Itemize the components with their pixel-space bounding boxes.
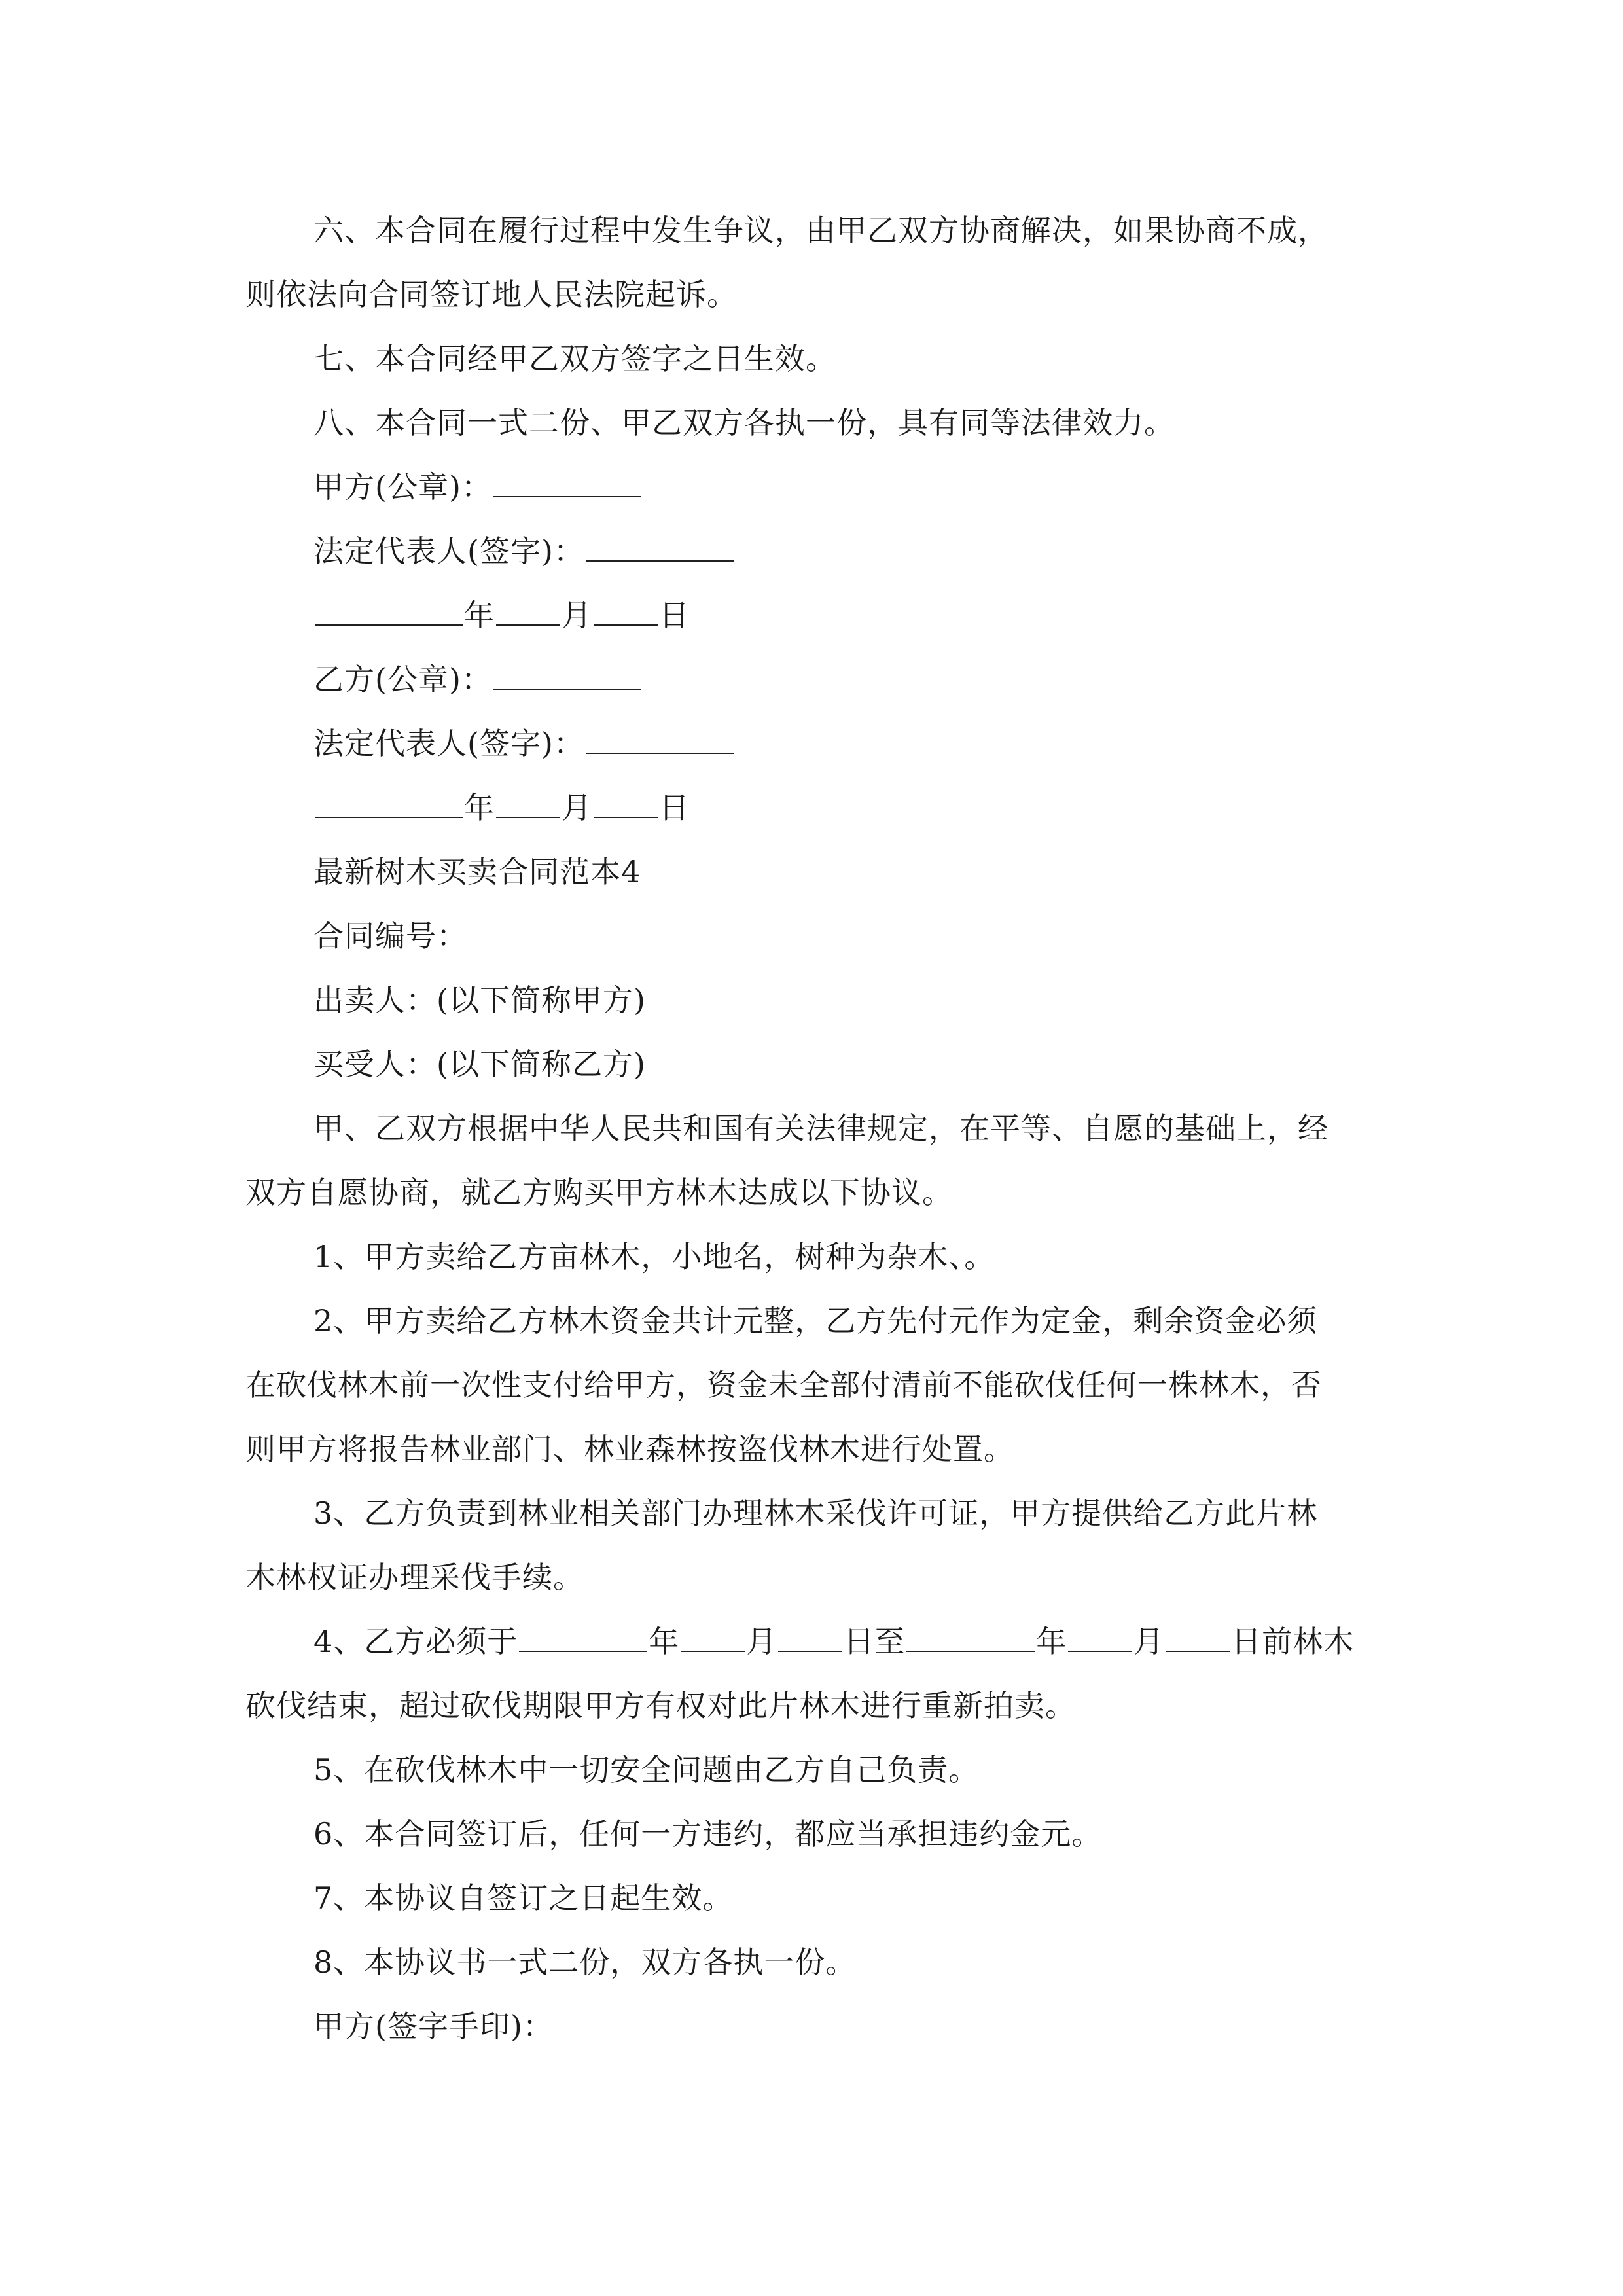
legal-rep-a-label: 法定代表人(签字)： — [313, 533, 584, 569]
legal-rep-b-blank — [586, 724, 734, 754]
date-a-day-blank — [594, 596, 658, 626]
party-b-seal-label: 乙方(公章)： — [313, 662, 492, 697]
clause-8: 八、本合同一式二份、甲乙双方各执一份，具有同等法律效力。 — [313, 405, 1175, 440]
date-b-year-blank — [315, 788, 463, 818]
party-a-seal-label: 甲方(公章)： — [313, 469, 492, 505]
contract-body — [245, 198, 1384, 2058]
date-a-year: 年 — [464, 598, 495, 633]
clause-4-day-to: 日至 — [844, 1624, 906, 1659]
clause-6-line-1: 六、本合同在履行过程中发生争议，由甲乙双方协商解决，如果协商不成， — [313, 213, 1329, 248]
clause-2-line-2: 在砍伐林木前一次性支付给甲方，资金未全部付清前不能砍伐任何一株林木，否 — [245, 1367, 1322, 1403]
date-a-year-blank — [315, 596, 463, 626]
buyer-line: 买受人：(以下简称乙方) — [313, 1047, 646, 1082]
clause-5: 5、在砍伐林木中一切安全问题由乙方自己负责。 — [313, 1752, 980, 1787]
party-a-seal-blank — [493, 467, 641, 497]
date-b-day-blank — [594, 788, 658, 818]
clause-7-agreement: 7、本协议自签订之日起生效。 — [313, 1880, 734, 1916]
party-b-seal-line — [245, 647, 1384, 711]
intro-line-1: 甲、乙双方根据中华人民共和国有关法律规定，在平等、自愿的基础上，经 — [313, 1111, 1329, 1146]
intro-line-2: 双方自愿协商，就乙方购买甲方林木达成以下协议。 — [245, 1175, 953, 1210]
legal-rep-b-label: 法定代表人(签字)： — [313, 726, 584, 761]
date-b-month: 月 — [562, 790, 592, 825]
clause-4-month1-blank — [681, 1622, 745, 1652]
clause-8-agreement: 8、本协议书一式二份，双方各执一份。 — [313, 1945, 857, 1980]
clause-2-line-1: 2、甲方卖给乙方林木资金共计元整，乙方先付元作为定金，剩余资金必须 — [313, 1303, 1318, 1338]
clause-4-line-2: 砍伐结束，超过砍伐期限甲方有权对此片林木进行重新拍卖。 — [245, 1688, 1076, 1723]
party-a-seal-line — [245, 455, 1384, 519]
party-b-seal-blank — [493, 660, 641, 690]
date-a-month-blank — [496, 596, 560, 626]
date-b-month-blank — [496, 788, 560, 818]
date-b-day: 日 — [659, 790, 690, 825]
clause-4-day1-blank — [778, 1622, 842, 1652]
date-a-line — [245, 583, 1384, 647]
clause-4-line-1 — [245, 1609, 1384, 1674]
clause-4-year1: 年 — [649, 1624, 680, 1659]
legal-rep-b-line — [245, 711, 1384, 776]
clause-4-month2: 月 — [1133, 1624, 1165, 1659]
clause-2-line-3: 则甲方将报告林业部门、林业森林按盗伐林木进行处置。 — [245, 1431, 1014, 1467]
contract-number: 合同编号： — [313, 918, 467, 954]
clause-4-month1: 月 — [746, 1624, 777, 1659]
clause-4-year2-blank — [906, 1622, 1035, 1652]
clause-3-line-2: 木林权证办理采伐手续。 — [245, 1560, 584, 1595]
clause-4-prefix: 4、乙方必须于 — [313, 1624, 518, 1659]
seller-line: 出卖人：(以下简称甲方) — [313, 982, 646, 1018]
clause-4-year2: 年 — [1036, 1624, 1067, 1659]
clause-4-day2-blank — [1166, 1622, 1230, 1652]
clause-4-month2-blank — [1068, 1622, 1132, 1652]
clause-7: 七、本合同经甲乙双方签字之日生效。 — [313, 341, 836, 376]
legal-rep-a-blank — [586, 531, 734, 562]
date-a-month: 月 — [562, 598, 592, 633]
date-a-day: 日 — [659, 598, 690, 633]
clause-1: 1、甲方卖给乙方亩林木，小地名，树种为杂木、。 — [313, 1239, 995, 1274]
legal-rep-a-line — [245, 519, 1384, 583]
date-b-line — [245, 776, 1384, 840]
sample-title: 最新树木买卖合同范本4 — [313, 854, 641, 889]
clause-4-suffix: 日前林木 — [1231, 1624, 1355, 1659]
party-a-sign-line: 甲方(签字手印)： — [313, 2009, 554, 2044]
clause-6: 6、本合同签订后，任何一方违约，都应当承担违约金元。 — [313, 1816, 1103, 1852]
clause-4-year1-blank — [519, 1622, 647, 1652]
date-b-year: 年 — [464, 790, 495, 825]
clause-6-line-2: 则依法向合同签订地人民法院起诉。 — [245, 277, 738, 312]
clause-3-line-1: 3、乙方负责到林业相关部门办理林木采伐许可证，甲方提供给乙方此片林 — [313, 1496, 1318, 1531]
